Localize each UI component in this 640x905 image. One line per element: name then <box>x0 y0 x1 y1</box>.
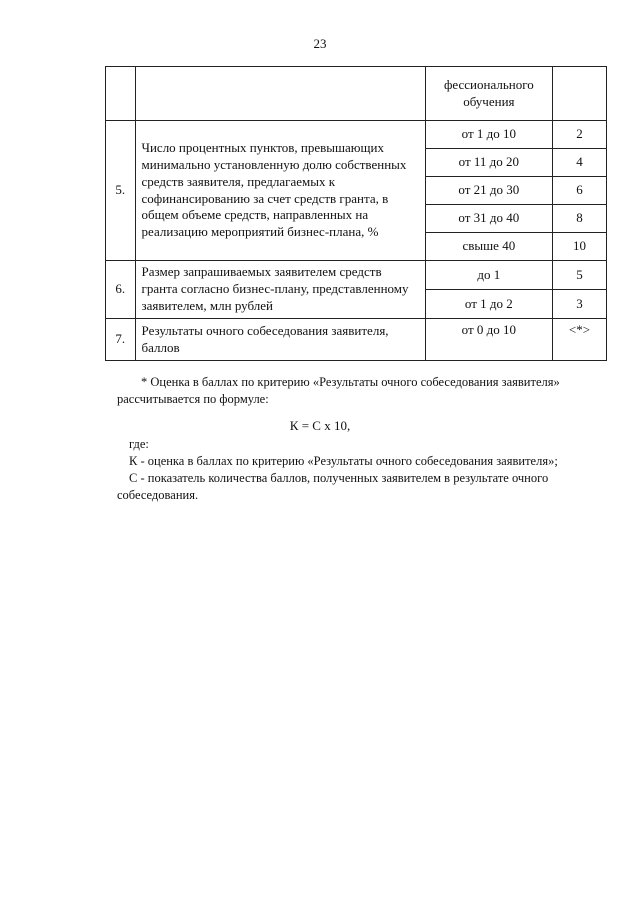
range-cell: от 11 до 20 <box>425 149 552 177</box>
header-desc-cell <box>135 67 425 121</box>
criteria-table <box>105 66 607 361</box>
criterion-description: Размер запрашиваемых заявителем средств гранта согласно бизнес-плану, представленному заявителем, млн рублей <box>135 261 425 319</box>
footnote-text: * Оценка в баллах по критерию «Результаты очного собеседования заявителя» рассчитывается по формуле: <box>117 375 560 406</box>
range-cell: от 1 до 2 <box>425 290 552 319</box>
header-num-cell <box>106 67 136 121</box>
table-row <box>106 319 607 361</box>
header-range-cell: фессионального обучения <box>425 67 552 121</box>
formula: К = С х 10, <box>289 418 351 433</box>
footnote-definitions <box>117 436 607 504</box>
score-cell: 5 <box>553 261 607 290</box>
table-row <box>106 121 607 149</box>
table-row <box>106 261 607 290</box>
score-cell: 2 <box>553 121 607 149</box>
table-header-row <box>106 67 607 121</box>
score-cell: <*> <box>553 319 607 361</box>
range-cell: от 0 до 10 <box>425 319 552 361</box>
header-score-cell <box>553 67 607 121</box>
row-number: 7. <box>106 319 136 361</box>
criterion-description: Результаты очного собеседования заявителя, баллов <box>135 319 425 361</box>
page-number: 23 <box>313 36 327 51</box>
row-number: 5. <box>106 121 136 261</box>
criterion-description: Число процентных пунктов, превышающих минимально установленную долю собственных средств заявителя, предлагаемых к софинансированию за счет средств гранта, в общем объеме средств, направленных на реализацию мероприятий бизнес-плана, % <box>135 121 425 261</box>
score-cell: 8 <box>553 205 607 233</box>
where-label: где: <box>129 437 149 451</box>
range-cell: до 1 <box>425 261 552 290</box>
k-definition: К - оценка в баллах по критерию «Результаты очного собеседования заявителя»; <box>129 453 558 468</box>
range-cell: от 21 до 30 <box>425 177 552 205</box>
score-cell: 4 <box>553 149 607 177</box>
row-number: 6. <box>106 261 136 319</box>
range-cell: от 31 до 40 <box>425 205 552 233</box>
score-cell: 3 <box>553 290 607 319</box>
c-definition: С - показатель количества баллов, полученных заявителем в результате очного собеседования. <box>117 470 549 502</box>
score-cell: 10 <box>553 233 607 261</box>
score-cell: 6 <box>553 177 607 205</box>
footnote-intro <box>117 374 607 408</box>
range-cell: от 1 до 10 <box>425 121 552 149</box>
range-cell: свыше 40 <box>425 233 552 261</box>
